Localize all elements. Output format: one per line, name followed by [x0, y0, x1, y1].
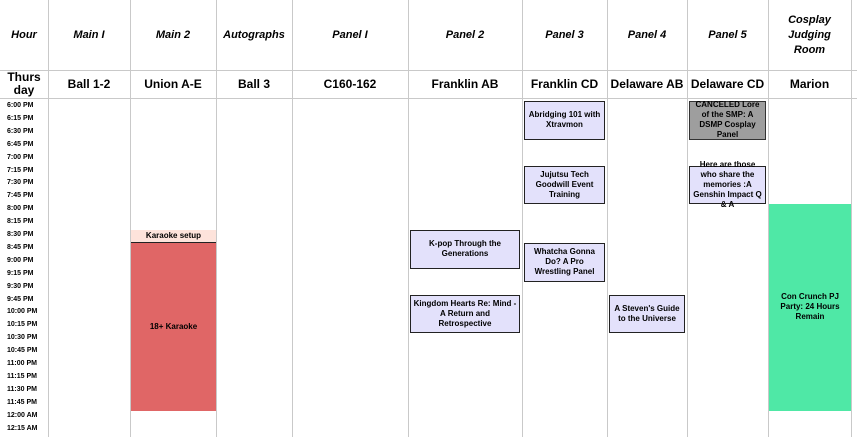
time-label: 7:45 PM [7, 192, 34, 200]
time-label: 11:30 PM [7, 385, 37, 393]
time-label: 8:45 PM [7, 243, 34, 251]
column-header-panel5: Panel 5 [708, 28, 747, 41]
column-divider [851, 0, 852, 437]
time-label: 9:00 PM [7, 256, 34, 264]
time-label: 10:45 PM [7, 347, 38, 355]
time-label: 6:00 PM [7, 102, 34, 109]
time-label: 11:00 PM [7, 360, 37, 367]
time-label: 6:45 PM [7, 140, 34, 148]
time-label: 11:45 PM [7, 398, 37, 406]
time-label: 7:30 PM [7, 179, 34, 187]
column-header-panel4: Panel 4 [627, 28, 667, 41]
room-name-panel5: Delaware CD [690, 76, 765, 91]
room-name-cosplay: Marion [789, 76, 830, 91]
event-block[interactable]: Jujutsu Tech Goodwill Event Training [524, 166, 605, 205]
event-block[interactable]: Kingdom Hearts Re: Mind - A Return and Retrospective [410, 295, 520, 334]
time-label: 6:15 PM [7, 114, 34, 122]
time-label: 9:45 PM [7, 295, 34, 303]
column-header-autographs: Autographs [223, 28, 285, 41]
room-name-autographs: Ball 3 [237, 76, 270, 91]
room-name-panel4: Delaware AB [610, 76, 684, 91]
row-divider [0, 98, 857, 99]
event-block[interactable]: Con Crunch PJ Party: 24 Hours Remain [769, 204, 851, 410]
column-header-main2: Main 2 [155, 28, 191, 41]
event-block[interactable]: K-pop Through the Generations [410, 230, 520, 269]
column-header-main1: Main I [73, 28, 105, 41]
time-label: 10:30 PM [7, 334, 38, 342]
room-name-main1: Ball 1-2 [67, 76, 111, 91]
time-label: 8:00 PM [7, 205, 34, 213]
column-header-panel2: Panel 2 [445, 28, 485, 41]
time-label: 7:15 PM [7, 166, 34, 174]
time-label: 10:15 PM [7, 321, 38, 329]
room-name-main2: Union A-E [144, 76, 202, 91]
room-name-panel2: Franklin AB [431, 76, 499, 91]
event-block[interactable]: Abridging 101 with Xtravmon [524, 101, 605, 140]
event-block[interactable]: Karaoke setup [131, 230, 216, 243]
column-header-panel3: Panel 3 [545, 28, 584, 41]
time-label: 11:15 PM [7, 372, 37, 380]
time-label: 8:30 PM [7, 231, 34, 238]
time-label: 7:00 PM [7, 153, 34, 161]
event-block[interactable]: CANCELED Lore of the SMP: A DSMP Cosplay Panel [689, 101, 766, 140]
column-header-panel1: Panel I [332, 28, 368, 41]
event-block[interactable]: 18+ Karaoke [131, 243, 216, 411]
time-label: 10:00 PM [7, 308, 38, 316]
room-name-panel1: C160-162 [323, 76, 377, 91]
time-label: 8:15 PM [7, 218, 34, 226]
time-label: 9:30 PM [7, 282, 34, 290]
time-label: 12:00 AM [7, 411, 38, 419]
time-label: 12:15 AM [7, 424, 38, 432]
time-label: 6:30 PM [7, 127, 34, 135]
room-name-hour: Thurs day [7, 70, 41, 97]
event-block[interactable]: Here are those who share the memories :A Genshin Impact Q & A [689, 166, 766, 205]
time-label: 9:15 PM [7, 269, 34, 277]
event-block[interactable]: Whatcha Gonna Do? A Pro Wrestling Panel [524, 243, 605, 282]
room-name-panel3: Franklin CD [530, 76, 599, 91]
column-header-cosplay: Cosplay Judging Room [788, 13, 831, 56]
event-block[interactable]: A Steven's Guide to the Universe [609, 295, 685, 334]
column-header-hour: Hour [11, 28, 37, 41]
